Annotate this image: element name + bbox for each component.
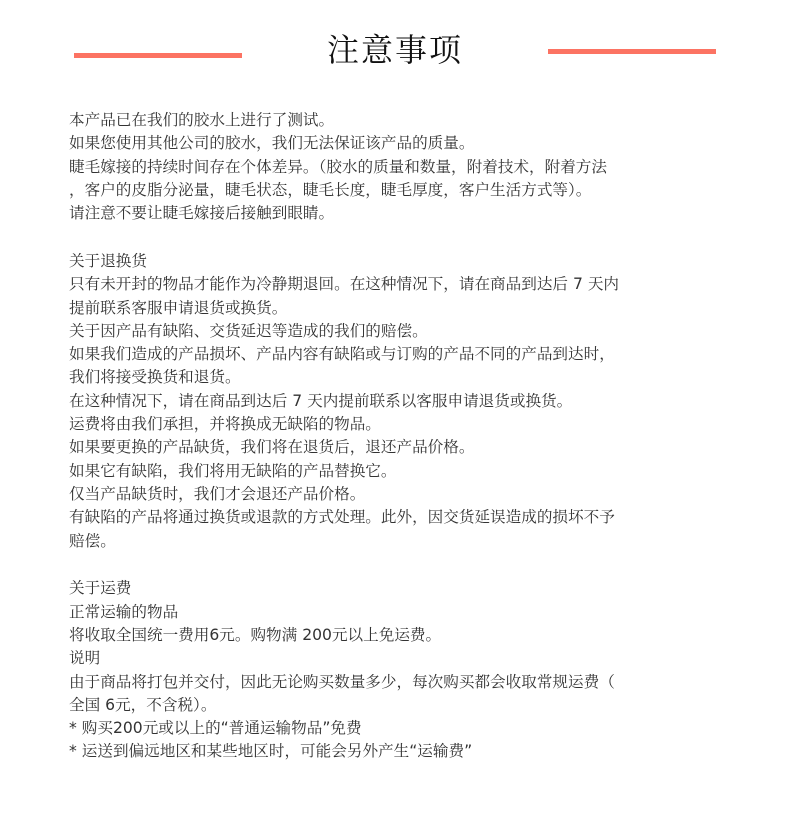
text-line: 在这种情况下，请在商品到达后 7 天内提前联系以客服申请退货或换货。 [69,391,573,410]
text-line: 由于商品将打包并交付，因此无论购买数量多少，每次购买都会收取常规运费（ [69,672,615,691]
text-line: 只有未开封的物品才能作为冷静期退回。在这种情况下，请在商品到达后 7 天内 [69,275,620,294]
text-line: 如果我们造成的产品损坏、产品内容有缺陷或与订购的产品不同的产品到达时， [69,345,615,364]
section-heading: 关于退换货 [69,251,147,270]
text-line: * 运送到偏远地区和某些地区时，可能会另外产生“运输费” [69,742,473,761]
notice-content [69,109,729,764]
section-general [69,109,729,225]
text-line: 我们将接受换货和退货。 [69,368,241,387]
text-line: 正常运输的物品 [69,602,179,621]
text-line: 如果您使用其他公司的胶水，我们无法保证该产品的质量。 [69,134,475,153]
text-line: 赔偿。 [69,531,116,550]
text-line: ，客户的皮脂分泌量，睫毛状态，睫毛长度，睫毛厚度，客户生活方式等）。 [69,180,592,199]
text-line: 全国 6元，不含税）。 [69,695,217,714]
text-line: 将收取全国统一费用6元。购物满 200元以上免运费。 [69,625,442,644]
text-line: 请注意不要让睫毛嫁接后接触到眼睛。 [69,204,335,223]
text-line: 运费将由我们承担，并将换成无缺陷的物品。 [69,415,381,434]
page-title: 注意事项 [326,31,463,69]
text-line: 睫毛嫁接的持续时间存在个体差异。（胶水的质量和数量，附着技术，附着方法 [69,157,607,176]
text-line: 仅当产品缺货时，我们才会退还产品价格。 [69,484,366,503]
section-heading: 关于运费 [69,579,132,598]
spacer [69,553,729,578]
text-line: * 购买200元或以上的“普通运输物品”免费 [69,719,362,738]
section-returns [69,250,729,553]
spacer [69,225,729,250]
text-line: 如果它有缺陷，我们将用无缺陷的产品替换它。 [69,461,397,480]
text-line: 提前联系客服申请退货或换货。 [69,298,288,317]
section-shipping [69,577,729,763]
text-line: 本产品已在我们的胶水上进行了测试。 [69,111,335,129]
text-line: 有缺陷的产品将通过换货或退款的方式处理。此外，因交货延误造成的损坏不予 [69,508,615,527]
text-line: 关于因产品有缺陷、交货延迟等造成的我们的赔偿。 [69,321,428,340]
text-line: 说明 [69,649,101,668]
text-line: 如果要更换的产品缺货，我们将在退货后，退还产品价格。 [69,438,475,457]
